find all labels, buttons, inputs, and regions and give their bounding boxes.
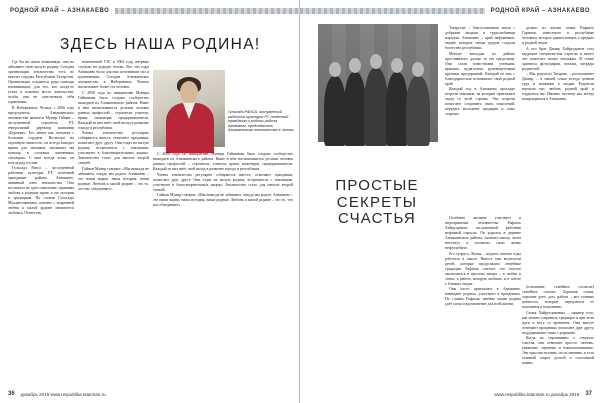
- right-page-header: [300, 0, 600, 22]
- article-headline: ЗДЕСЬ НАША РОДИНА!: [60, 36, 261, 53]
- left-page-footer: [0, 389, 300, 399]
- paragraph: Когда их спрашивают о секретах счастья, они отвечают просто: любовь, уважение, терпение и взаимопонимание. Эти простые истины, по их мнению, и есть главный секрет долгой и счастливой жизни.: [522, 336, 594, 365]
- paragraph: Семья Хайрутдиновых – пример того, как можно сохранить традиции и при этом идти в ногу со временем. Они вместе отмечают праздники, помогают друг другу, поддерживают связь с родными.: [522, 310, 594, 335]
- text-column-c: [445, 216, 521, 328]
- page-number: 36: [8, 391, 15, 397]
- paragraph: С 2000 года по инициативе Мунира Гайнанова было создано сообщество выходцев из Азнакаевского района. Ныне в нём насчитываются десятки человек разных профессий – строители, учителя, врачи, инженеры, предприниматели. Каждый из них внёс свой вклад в развитие города и республики.: [78, 90, 149, 130]
- paragraph: Особенно активно участвует в мероприятиях землячества Рафаэль Хайрутдинов, заслуженный работник нефтяной отрасли. Он родился в деревне Азнакаевского района, окончил школу, затем институт и посвятил свою жизнь нефтедобыче.: [445, 216, 521, 250]
- paragraph: Члены землячества регулярно собираются вместе, отмечают праздники, помогают друг другу. Они ездят на малую родину, встречаются с земляками, участвуют в благотворительных акциях. Землячество стало для многих второй семьёй.: [153, 172, 293, 192]
- header-stripe: [115, 8, 300, 14]
- paragraph: Гульсада Раиса – заслуженный работник культуры РТ, почетный гражданин района Азнакаево, активный член землячества. Она воспитала не одно поколение, прививая любовь к родному краю, к его истории и традициям. По словам Гульсады Мухаметзяновны, именно с искренней любви к малой родине начинается любовь к Отечеству.: [8, 166, 74, 215]
- text-column-2: [78, 60, 149, 326]
- paragraph: дельно из жизни семьи Рафаиль Гарипов, известного в республике человека, которое хранит память о предках и родной земле.: [522, 26, 594, 45]
- side-headline: ПРОСТЫЕ СЕКРЕТЫ СЧАСТЬЯ: [335, 177, 419, 227]
- header-stripe: [300, 8, 485, 14]
- right-page: [300, 0, 600, 403]
- text-column-1: [8, 60, 74, 326]
- paragraph: неизменной ГЭС в 1964 году впервые ступили на родную землю. Все эти годы Азнакаево было для них источником сил и вдохновения. Сегодня Азнакаевское землячество в Набережных Челнах насчитывает более ста человек.: [78, 60, 149, 89]
- paragraph: Гайнан Мунир говорит: «Мы никогда не забываем, откуда мы родом. Азнакаево – это наши корни, наша история, наши родные. Любовь к малой родине – это то, что нас объединяет».: [153, 193, 293, 207]
- footer-text: декабрь 2019 www.respublika.tatarstan.ru: [20, 391, 106, 397]
- section-rubric: РОДНОЙ КРАЙ – АЗНАКАЕВО: [490, 8, 590, 14]
- paragraph: Гайнан Мунир говорит: «Мы никогда не забываем, откуда мы родом. Азнакаево – это наши корни, наша история, наши родные. Любовь к малой родине – это то, что нас объединяет».: [78, 166, 149, 191]
- text-column-a: [445, 26, 515, 166]
- paragraph: Его супруга, Лилия, – педагог, многие годы работала в школе. Вместе они воспитали детей, которые продолжили семейные традиции. Рафаэль считает, что счастье заключается в простых вещах – в любви к семье, в работе, которую любишь, и в заботе о близких людях.: [445, 251, 521, 286]
- paragraph: (основание, семейное согласие) семейное счастье. Хорошая семья, хорошие дети, дом, работа – вот главные ценности, которые передаются от поколения к поколению.: [522, 285, 594, 309]
- right-page-footer: [300, 389, 600, 399]
- section-rubric: РОДНОЙ КРАЙ – АЗНАКАЕВО: [10, 8, 110, 14]
- footer-text: www.respublika.tatarstan.ru декабрь 2019: [494, 391, 580, 397]
- text-column-3: [153, 152, 293, 327]
- page-number: 37: [585, 391, 592, 397]
- portrait-photo: [153, 70, 225, 147]
- paragraph: Где бы ни жили азнакаевцы, они не забывают свою малую родину. Сегодня организации землячества есть во многих городах Республики Татарстан. Организации создаются ради помощи начинающим, для тех, кто когда-то уехал и поменял место жительства, чтобы они не чувствовали себя одинокими.: [8, 60, 74, 104]
- paragraph: – Мы родом из Татарии, – рассказывает Дамир, – в нашей семье всегда ценили труд и уважение к людям. Родители научили нас любить родной край и гордиться им. Именно поэтому мы всегда возвращаемся в Азнакаево.: [522, 72, 594, 101]
- paragraph: В Набережных Челнах с 2006 года председатель Азнакаевского землячества является Мунир Гайнан – заслуженный строитель РТ, генеральный директор компании «Буровик». Его знают как человека с большим сердцем. Несмотря на огромную занятость, он всегда находит время для земляков, оказывает им помощь в сложных жизненных ситуациях. С ним всегда легко, он всегда рад гостям.: [8, 105, 74, 165]
- paragraph: С 2000 года по инициативе Мунира Гайнанова было создано сообщество выходцев из Азнакаевского района. Ныне в нём насчитываются десятки человек разных профессий – строители, учителя, врачи, инженеры, предприниматели. Каждый из них внёс свой вклад в развитие города и республики.: [153, 152, 293, 171]
- text-column-b: [522, 26, 594, 281]
- paragraph: Татарстан – благословенная земля с добрыми людьми и трудолюбивым народом. Азнакаево – край нефтяников, людей, которые своим трудом создали богатство республики.: [445, 26, 515, 50]
- paragraph: А его брат Дамир Хайрутдинов стал ведущим специалистом отрасли и много лет помогает своим землякам. В семье хранятся фотографии, письма, награды родителей.: [522, 46, 594, 71]
- paragraph: Многие выходцы из района прославились далеко за его пределами. Они стали известными учёными, врачами, педагогами, руководителями крупных предприятий. Каждый из них с благодарностью вспоминает свой родной край.: [445, 51, 515, 86]
- photo-caption: Гульсада РАИСА, заслуженный работник культуры РТ, почётный гражданин и родины района Азнакаево, председатель Азнакаевского землячества в Челнах: [228, 110, 294, 133]
- left-page-header: [0, 0, 300, 22]
- paragraph: Каждый год в Азнакаево проходят встречи земляков, на которые приезжают люди со всей страны. Эти встречи помогают сохранить связь поколений, передать молодёжи традиции и опыт старших.: [445, 87, 515, 116]
- paragraph: Члены землячества регулярно собираются вместе, отмечают праздники, помогают друг другу. Они ездят на малую родину, встречаются с земляками, участвуют в благотворительных акциях. Землячество стало для многих второй семьёй.: [78, 131, 149, 165]
- text-column-d: [522, 285, 594, 365]
- group-photo: [318, 24, 438, 142]
- paragraph: Они часто приезжают в Азнакаево, навещают родных, участвуют в праздниках. По словам Рафаэля, именно малая родина даёт силы и вдохновение для всей жизни.: [445, 287, 521, 306]
